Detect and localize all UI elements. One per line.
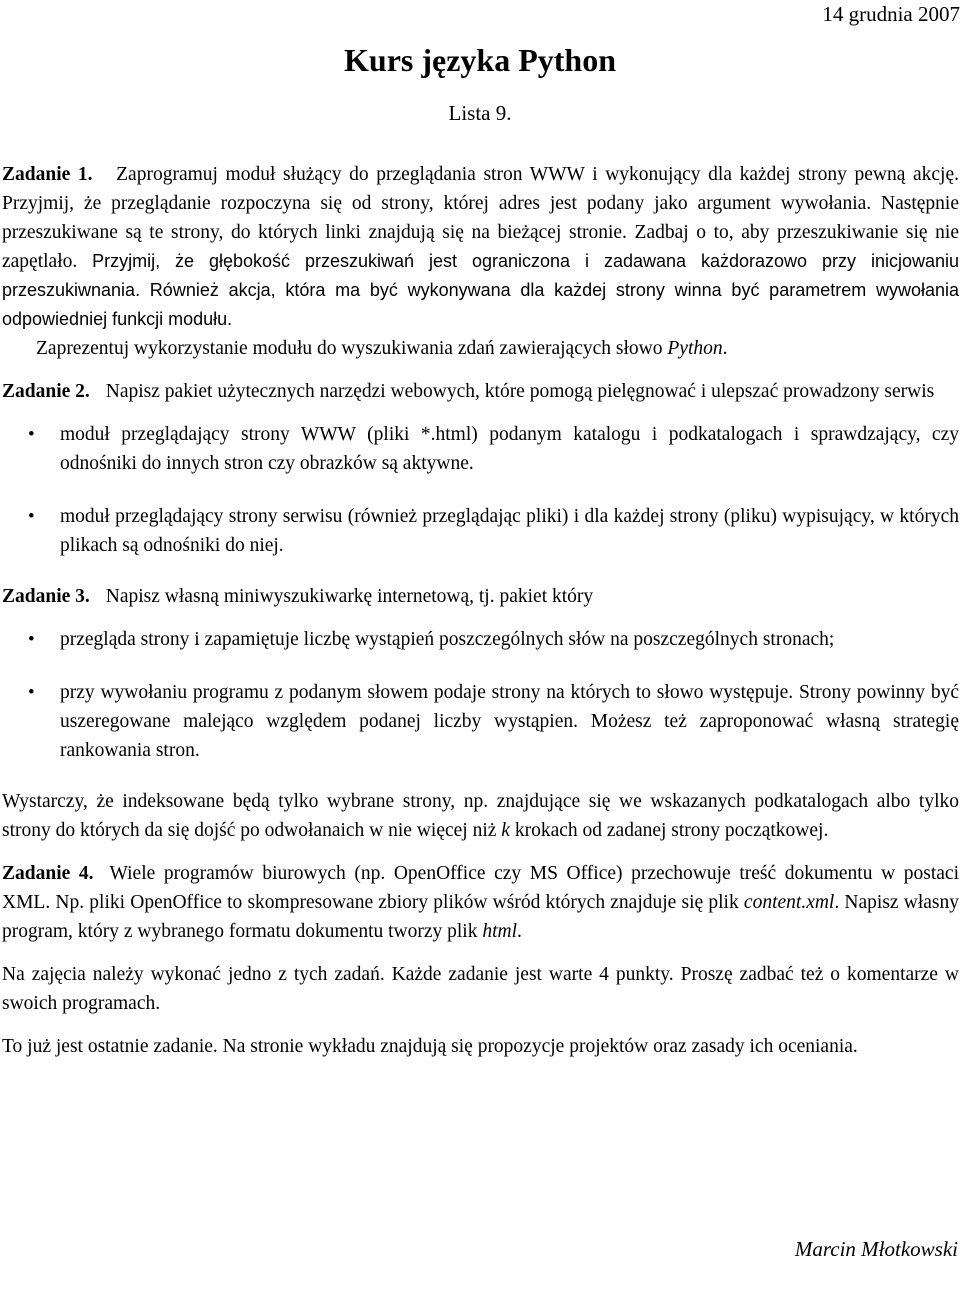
task-4-file-2: html xyxy=(482,921,518,942)
task-3-note xyxy=(2,787,959,845)
document-date: 14 grudnia 2007 xyxy=(822,2,960,26)
task-3-note-b: krokach od zadanej strony początkowej. xyxy=(514,820,829,841)
task-1 xyxy=(2,160,959,363)
task-1-body xyxy=(2,160,959,334)
list-item xyxy=(2,625,959,654)
task-1-text-b: Przyjmij, że przeglądanie rozpoczyna się od strony, której adres jest podany jako argument wywołania. Następnie przeszukiwane są te strony, do których linki znajdują się na bieżącej stronie. Zadbaj o to, aby przeszukiwanie się nie zapętlało. xyxy=(2,193,959,272)
list-item-text: moduł przeglądający strony serwisu (również przeglądając pliki) i dla każdej strony (pliku) wypisujący, w których plikach są odnośniki do niej. xyxy=(60,506,959,556)
list-item-text: moduł przeglądający strony WWW (pliki *.html) podanym katalogu i podkatalogach i sprawdzający, czy odnośniki do innych stron czy obrazków są aktywne. xyxy=(60,424,959,474)
list-item xyxy=(2,678,959,765)
document-subtitle: Lista 9. xyxy=(448,101,512,125)
task-3-note-a: Wystarczy, że indeksowane będą tylko wybrane strony, np. znajdujące się we wskazanych podkatalogach albo tylko strony do których da się dojść po odwołanaich w nie więcej niż xyxy=(2,791,959,841)
footer-paragraph-1: Na zajęcia należy wykonać jedno z tych zadań. Każde zadanie jest warte 4 punkty. Proszę zadbać też o komentarze w swoich programach. xyxy=(2,964,959,1014)
footer-paragraph-2: To już jest ostatnie zadanie. Na stronie wykładu znajdują się propozycje projektów oraz zasady ich oceniania. xyxy=(2,1036,858,1057)
task-2-list xyxy=(2,420,959,560)
list-item-text: przegląda strony i zapamiętuje liczbę wystąpień poszczególnych słów na poszczególnych stronach; xyxy=(60,629,835,650)
list-item xyxy=(2,420,959,478)
task-4-body xyxy=(2,859,959,946)
task-1-text-a: Zaprogramuj moduł służący do przeglądania stron WWW i wykonujący dla każdej strony pewną akcję. xyxy=(116,164,959,185)
task-4-text-c: . xyxy=(517,921,522,942)
task-2-body xyxy=(2,377,959,406)
task-3 xyxy=(2,582,959,845)
task-3-label: Zadanie 3. xyxy=(2,586,90,607)
bullet-icon: • xyxy=(28,682,35,703)
bullet-icon: • xyxy=(28,506,35,527)
task-1-summary xyxy=(2,334,959,363)
task-3-list xyxy=(2,625,959,765)
list-item xyxy=(2,502,959,560)
task-4 xyxy=(2,859,959,946)
author-signature: Marcin Młotkowski xyxy=(794,1237,958,1261)
task-4-file-1: content.xml xyxy=(743,892,835,913)
task-4-label: Zadanie 4. xyxy=(2,863,94,884)
document-content xyxy=(2,160,959,1075)
document-title: Kurs języka Python xyxy=(344,42,616,78)
task-3-body xyxy=(2,582,959,611)
task-4-text-b: . Napisz własny program, który z wybranego formatu dokumentu tworzy plik xyxy=(2,892,960,942)
bullet-icon: • xyxy=(28,629,35,650)
task-4-text-a: Wiele programów biurowych (np. OpenOffice czy MS Office) przechowuje treść dokumentu w postaci XML. Np. pliki OpenOffice to skompresowane zbiory plików wśród których znajduje się plik xyxy=(2,863,959,913)
task-2 xyxy=(2,377,959,560)
task-1-text-d-end: . xyxy=(722,338,728,359)
bullet-icon: • xyxy=(28,424,35,445)
task-1-text-d: Zaprezentuj wykorzystanie modułu do wyszukiwania zdań zawierających słowo xyxy=(36,338,663,359)
task-1-text-c: Przyjmij, że głębokość przeszukiwań jest ograniczona i zadawana każdorazowo przy inicjowaniu przeszukiwnania. Również akcja, która ma być wykonywana dla każdej strony winna być parametrem wywołania odpowiedniej funkcji modułu. xyxy=(2,251,960,329)
task-2-text: Napisz pakiet użytecznych narzędzi webowych, które pomogą pielęgnować i ulepszać prowadzony serwis xyxy=(105,381,935,402)
task-1-keyword: Python xyxy=(667,338,723,359)
task-3-text: Napisz własną miniwyszukiwarkę internetową, tj. pakiet który xyxy=(105,586,594,607)
task-1-label: Zadanie 1. xyxy=(2,164,93,185)
task-3-note-var: k xyxy=(501,820,510,841)
list-item-text: przy wywołaniu programu z podanym słowem podaje strony na których to słowo występuje. Strony powinny być uszeregowane malejąco względem podanej liczby wystąpien. Możesz też zaproponować własną strategię rankowania stron. xyxy=(60,682,959,761)
task-2-label: Zadanie 2. xyxy=(2,381,90,402)
